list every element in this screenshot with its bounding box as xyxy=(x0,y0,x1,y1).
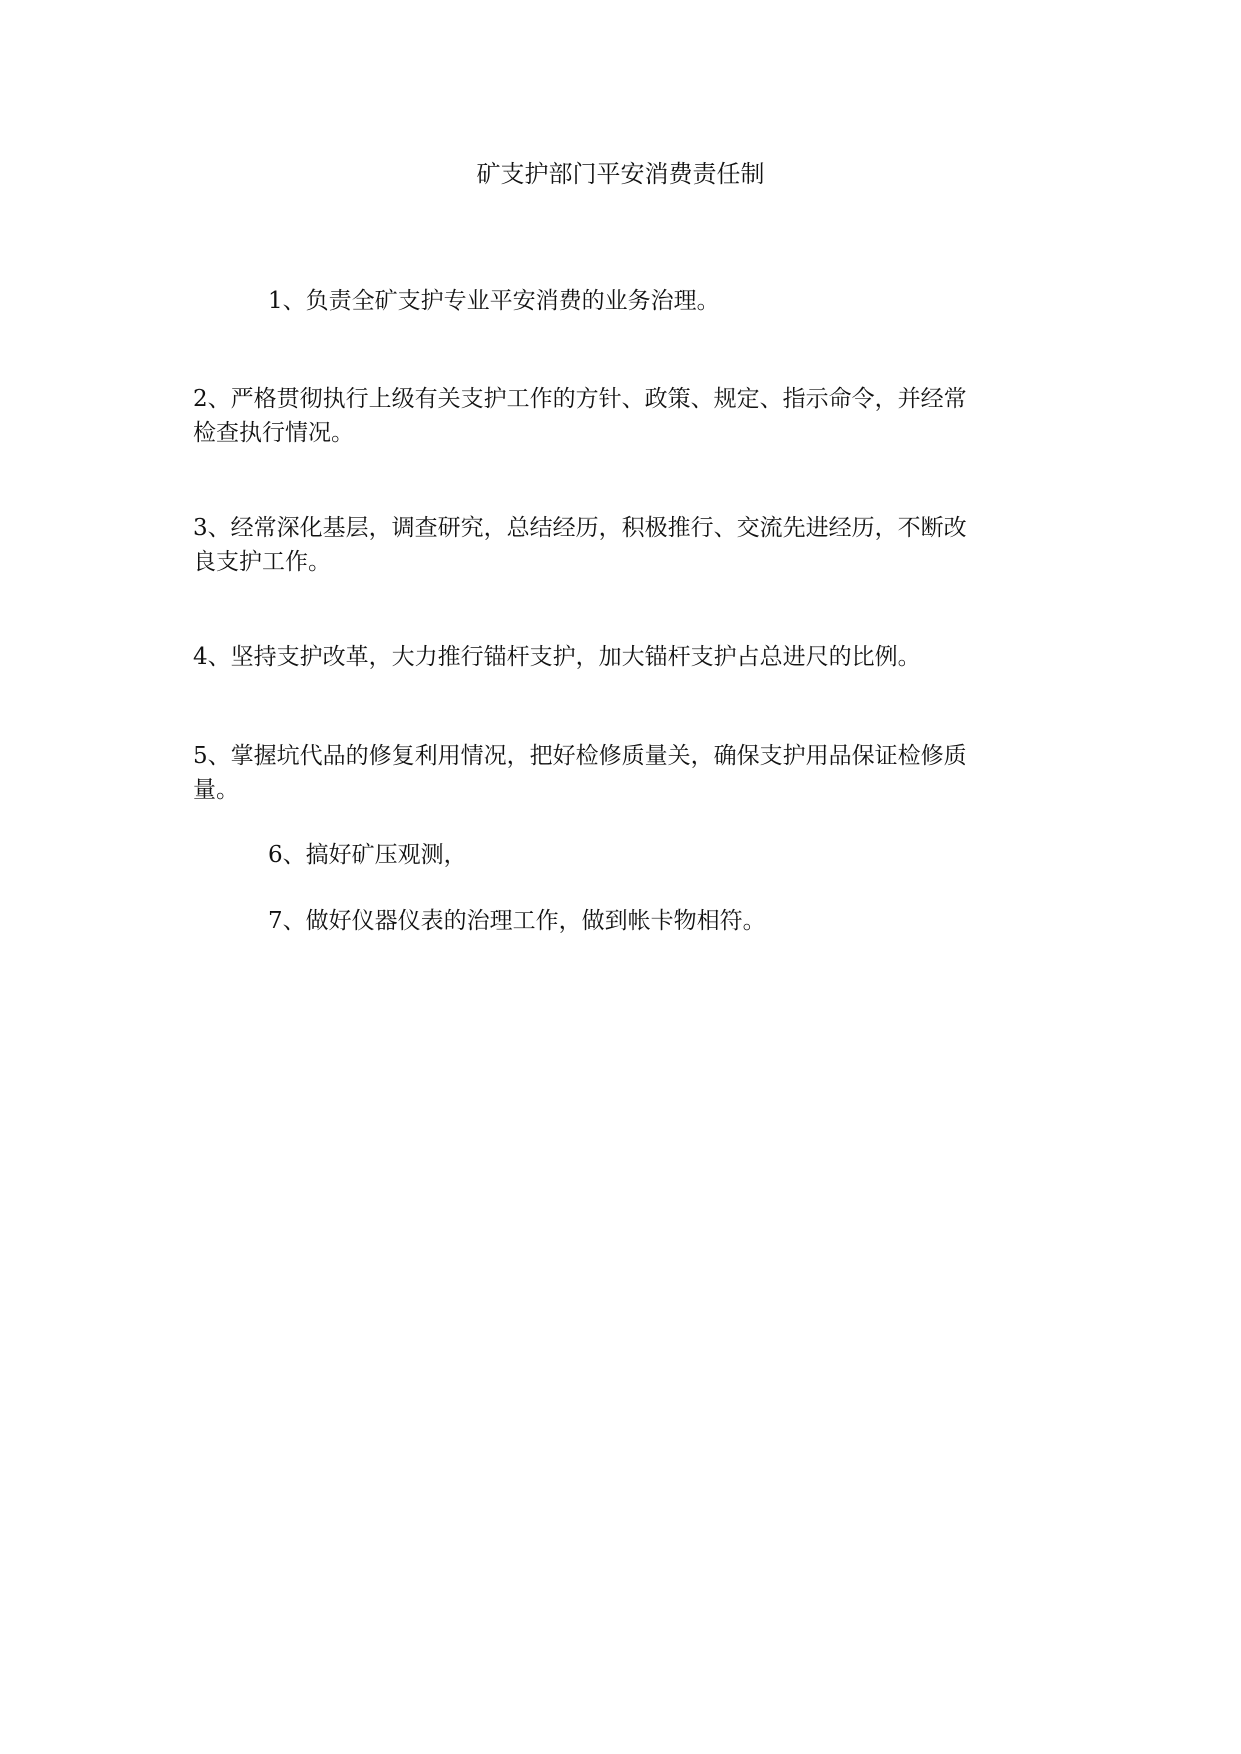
list-item-3 xyxy=(193,511,967,579)
list-item-7 xyxy=(268,904,766,938)
list-item-text: 2、严格贯彻执行上级有关支护工作的方针、政策、规定、指示命令，并经常 xyxy=(193,386,967,412)
list-item-text-continuation: 良支护工作。 xyxy=(193,549,331,575)
list-item-text: 5、掌握坑代品的修复利用情况，把好检修质量关，确保支护用品保证检修质 xyxy=(193,743,967,769)
list-item-text-continuation: 量。 xyxy=(193,777,239,803)
list-item-text: 7、做好仪器仪表的治理工作，做到帐卡物相符。 xyxy=(268,908,766,934)
list-item-1 xyxy=(268,284,720,318)
list-item-text: 1、负责全矿支护专业平安消费的业务治理。 xyxy=(268,288,720,314)
list-item-text: 6、搞好矿压观测， xyxy=(268,842,467,868)
list-item-text-continuation: 检查执行情况。 xyxy=(193,420,354,446)
list-item-5 xyxy=(193,739,967,807)
list-item-text: 4、坚持支护改革，大力推行锚杆支护，加大锚杆支护占总进尺的比例。 xyxy=(193,644,921,670)
document-title: 矿支护部门平安消费责任制 xyxy=(476,160,765,188)
list-item-text: 3、经常深化基层，调查研究，总结经历，积极推行、交流先进经历，不断改 xyxy=(193,515,967,541)
list-item-4 xyxy=(193,640,921,674)
list-item-2 xyxy=(193,382,967,450)
list-item-6 xyxy=(268,838,467,872)
